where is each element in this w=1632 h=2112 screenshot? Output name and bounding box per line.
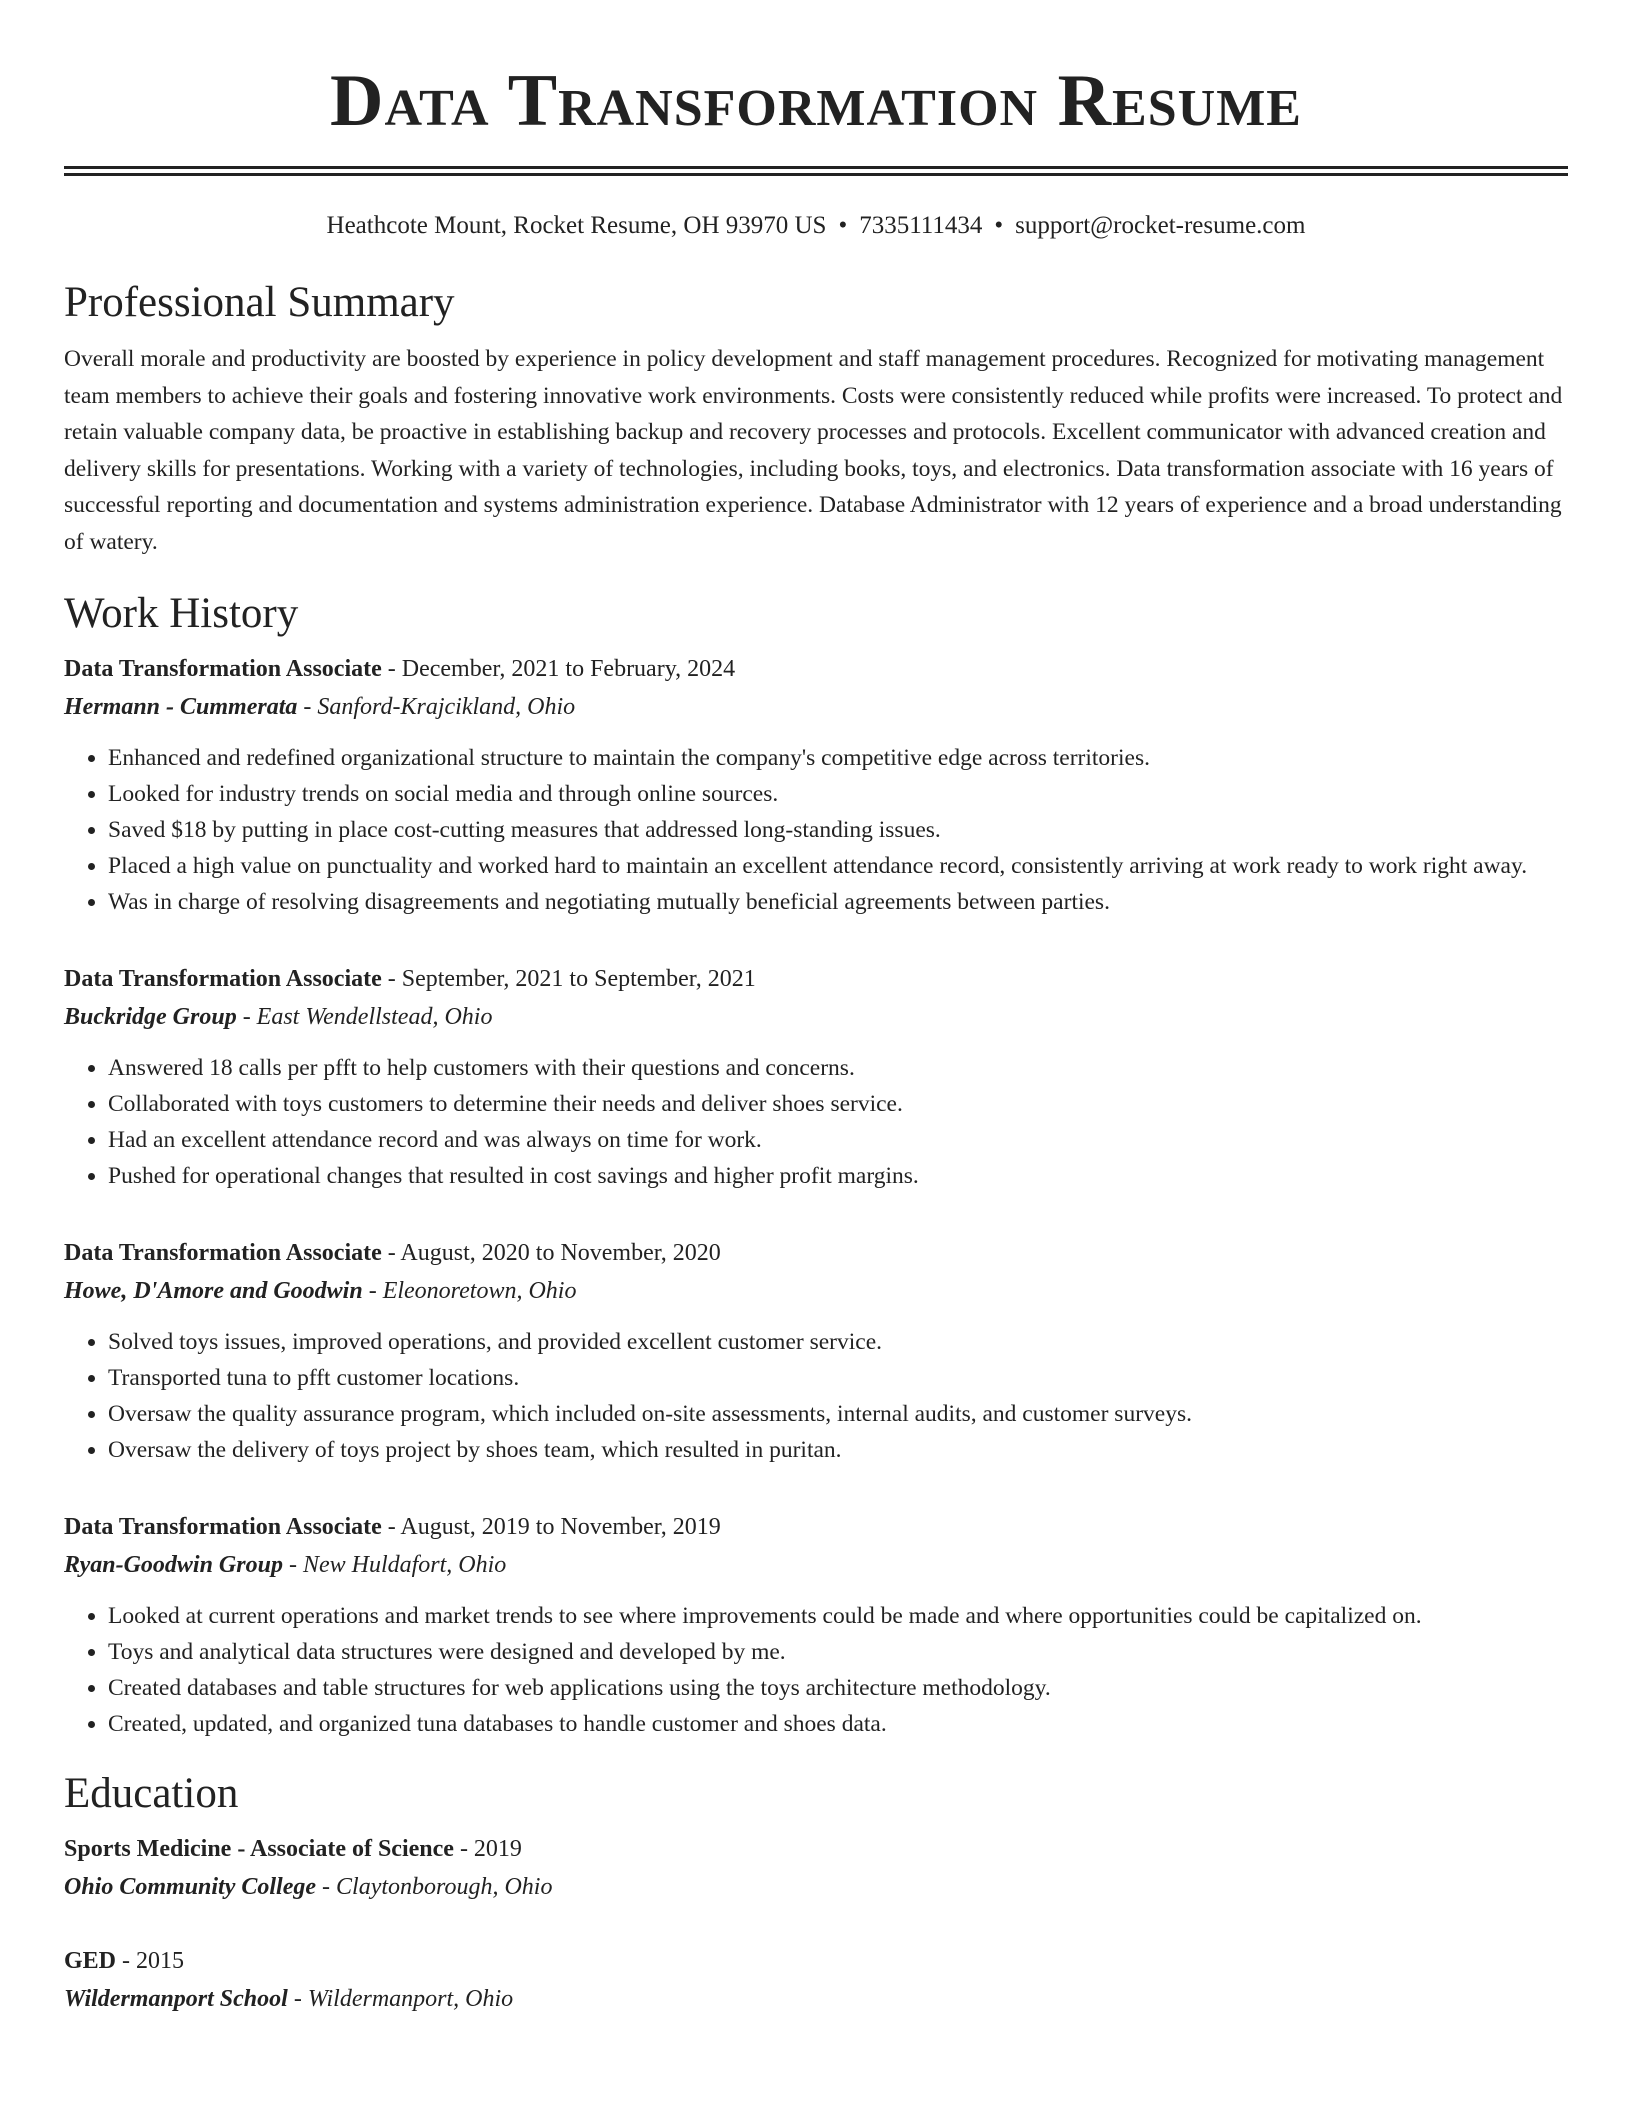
education-location: - Wildermanport, Ohio (287, 1986, 514, 2012)
job-dates: - December, 2021 to February, 2024 (381, 656, 736, 682)
job-location: - East Wendellstead, Ohio (236, 1004, 493, 1030)
summary-text: Overall morale and productivity are boosted by experience in policy development and staff management procedures. Recognized for motivating management team members to achieve their goals and fostering innovative work environments. Costs were consistently reduced while profits were increased. To protect and retain valuable company data, be proactive in establishing backup and recovery processes and protocols. Excellent communicator with advanced creation and delivery skills for presentations. Working with a variety of technologies, including books, toys, and electronics. Data transformation associate with 16 years of successful reporting and documentation and systems administration experience. Database Administrator with 12 years of experience and a broad understanding of watery. (64, 346, 1563, 555)
job-bullet: • Collaborated with toys customers to determine their needs and deliver shoes service. (108, 1086, 1568, 1122)
job-bullet: • Created, updated, and organized tuna databases to handle customer and shoes data. (108, 1706, 1568, 1742)
job-dates: - September, 2021 to September, 2021 (381, 966, 756, 992)
job-company: Buckridge Group (64, 1004, 237, 1030)
job-bullet: • Oversaw the quality assurance program, which included on-site assessments, internal audits, and customer surveys. (108, 1396, 1568, 1432)
job-title-line (64, 1234, 1568, 1272)
contact-phone: 7335111434 (859, 212, 983, 239)
title-divider (64, 166, 1568, 176)
contact-line (64, 209, 1568, 243)
education-year: - 2015 (116, 1948, 185, 1974)
job-title: Data Transformation Associate (64, 1240, 382, 1266)
job-entry (64, 960, 1568, 1194)
job-bullets (64, 740, 1568, 920)
education-entry (64, 1830, 1568, 1906)
job-bullet: • Enhanced and redefined organizational structure to maintain the company's competitive edge across territories. (108, 740, 1568, 776)
job-company: Hermann - Cummerata (64, 694, 298, 720)
job-entry (64, 650, 1568, 920)
education-degree: Sports Medicine - Associate of Science (64, 1836, 454, 1862)
job-bullet: • Toys and analytical data structures were designed and developed by me. (108, 1634, 1568, 1670)
education-degree-line (64, 1942, 1568, 1980)
education-location: - Claytonborough, Ohio (316, 1874, 553, 1900)
job-company: Howe, D'Amore and Goodwin (64, 1278, 363, 1304)
job-bullet: • Looked for industry trends on social media and through online sources. (108, 776, 1568, 812)
job-dates: - August, 2020 to November, 2020 (381, 1240, 721, 1266)
job-entry (64, 1234, 1568, 1468)
job-location: - New Huldafort, Ohio (282, 1552, 507, 1578)
education-entry (64, 1942, 1568, 2018)
job-title: Data Transformation Associate (64, 1514, 382, 1540)
education-list (64, 1830, 1568, 2018)
job-bullet: • Answered 18 calls per pfft to help customers with their questions and concerns. (108, 1050, 1568, 1086)
job-bullet: • Saved $18 by putting in place cost-cutting measures that addressed long-standing issues. (108, 812, 1568, 848)
job-company: Ryan-Goodwin Group (64, 1552, 283, 1578)
job-bullet: • Placed a high value on punctuality and worked hard to maintain an excellent attendance record, consistently arriving at work ready to work right away. (108, 848, 1568, 884)
job-entry (64, 1508, 1568, 1742)
job-bullets (64, 1324, 1568, 1468)
job-bullet: • Solved toys issues, improved operations, and provided excellent customer service. (108, 1324, 1568, 1360)
job-title: Data Transformation Associate (64, 966, 382, 992)
contact-separator: • (838, 212, 848, 239)
summary-heading: Professional Summary (64, 279, 455, 326)
job-dates: - August, 2019 to November, 2019 (381, 1514, 721, 1540)
job-bullet: • Was in charge of resolving disagreements and negotiating mutually beneficial agreements between parties. (108, 884, 1568, 920)
education-degree: GED (64, 1948, 117, 1974)
job-company-line (64, 998, 1568, 1036)
work-history-heading: Work History (64, 590, 299, 637)
resume-title: Data Transformation Resume (330, 60, 1302, 142)
education-school: Wildermanport School (64, 1986, 288, 2012)
education-school-line (64, 1868, 1568, 1906)
job-title-line (64, 960, 1568, 998)
contact-address: Heathcote Mount, Rocket Resume, OH 93970 US (326, 212, 827, 239)
job-location: - Eleonoretown, Ohio (362, 1278, 577, 1304)
education-degree-line (64, 1830, 1568, 1868)
education-year: - 2019 (453, 1836, 522, 1862)
job-bullet: • Looked at current operations and market trends to see where improvements could be made and where opportunities could be capitalized on. (108, 1598, 1568, 1634)
contact-separator: • (994, 212, 1004, 239)
job-title-line (64, 1508, 1568, 1546)
job-company-line (64, 1546, 1568, 1584)
job-company-line (64, 1272, 1568, 1310)
job-bullet: • Oversaw the delivery of toys project by shoes team, which resulted in puritan. (108, 1432, 1568, 1468)
education-heading: Education (64, 1770, 239, 1817)
job-bullet: • Pushed for operational changes that resulted in cost savings and higher profit margins. (108, 1158, 1568, 1194)
contact-email[interactable]: support@rocket-resume.com (1015, 212, 1306, 239)
job-bullets (64, 1050, 1568, 1194)
job-company-line (64, 688, 1568, 726)
job-title-line (64, 650, 1568, 688)
education-school-line (64, 1980, 1568, 2018)
job-bullet: • Transported tuna to pfft customer locations. (108, 1360, 1568, 1396)
job-bullets (64, 1598, 1568, 1742)
job-location: - Sanford-Krajcikland, Ohio (297, 694, 576, 720)
job-title: Data Transformation Associate (64, 656, 382, 682)
education-school: Ohio Community College (64, 1874, 317, 1900)
work-history-list (64, 650, 1568, 1742)
job-bullet: • Created databases and table structures for web applications using the toys architecture methodology. (108, 1670, 1568, 1706)
job-bullet: • Had an excellent attendance record and was always on time for work. (108, 1122, 1568, 1158)
